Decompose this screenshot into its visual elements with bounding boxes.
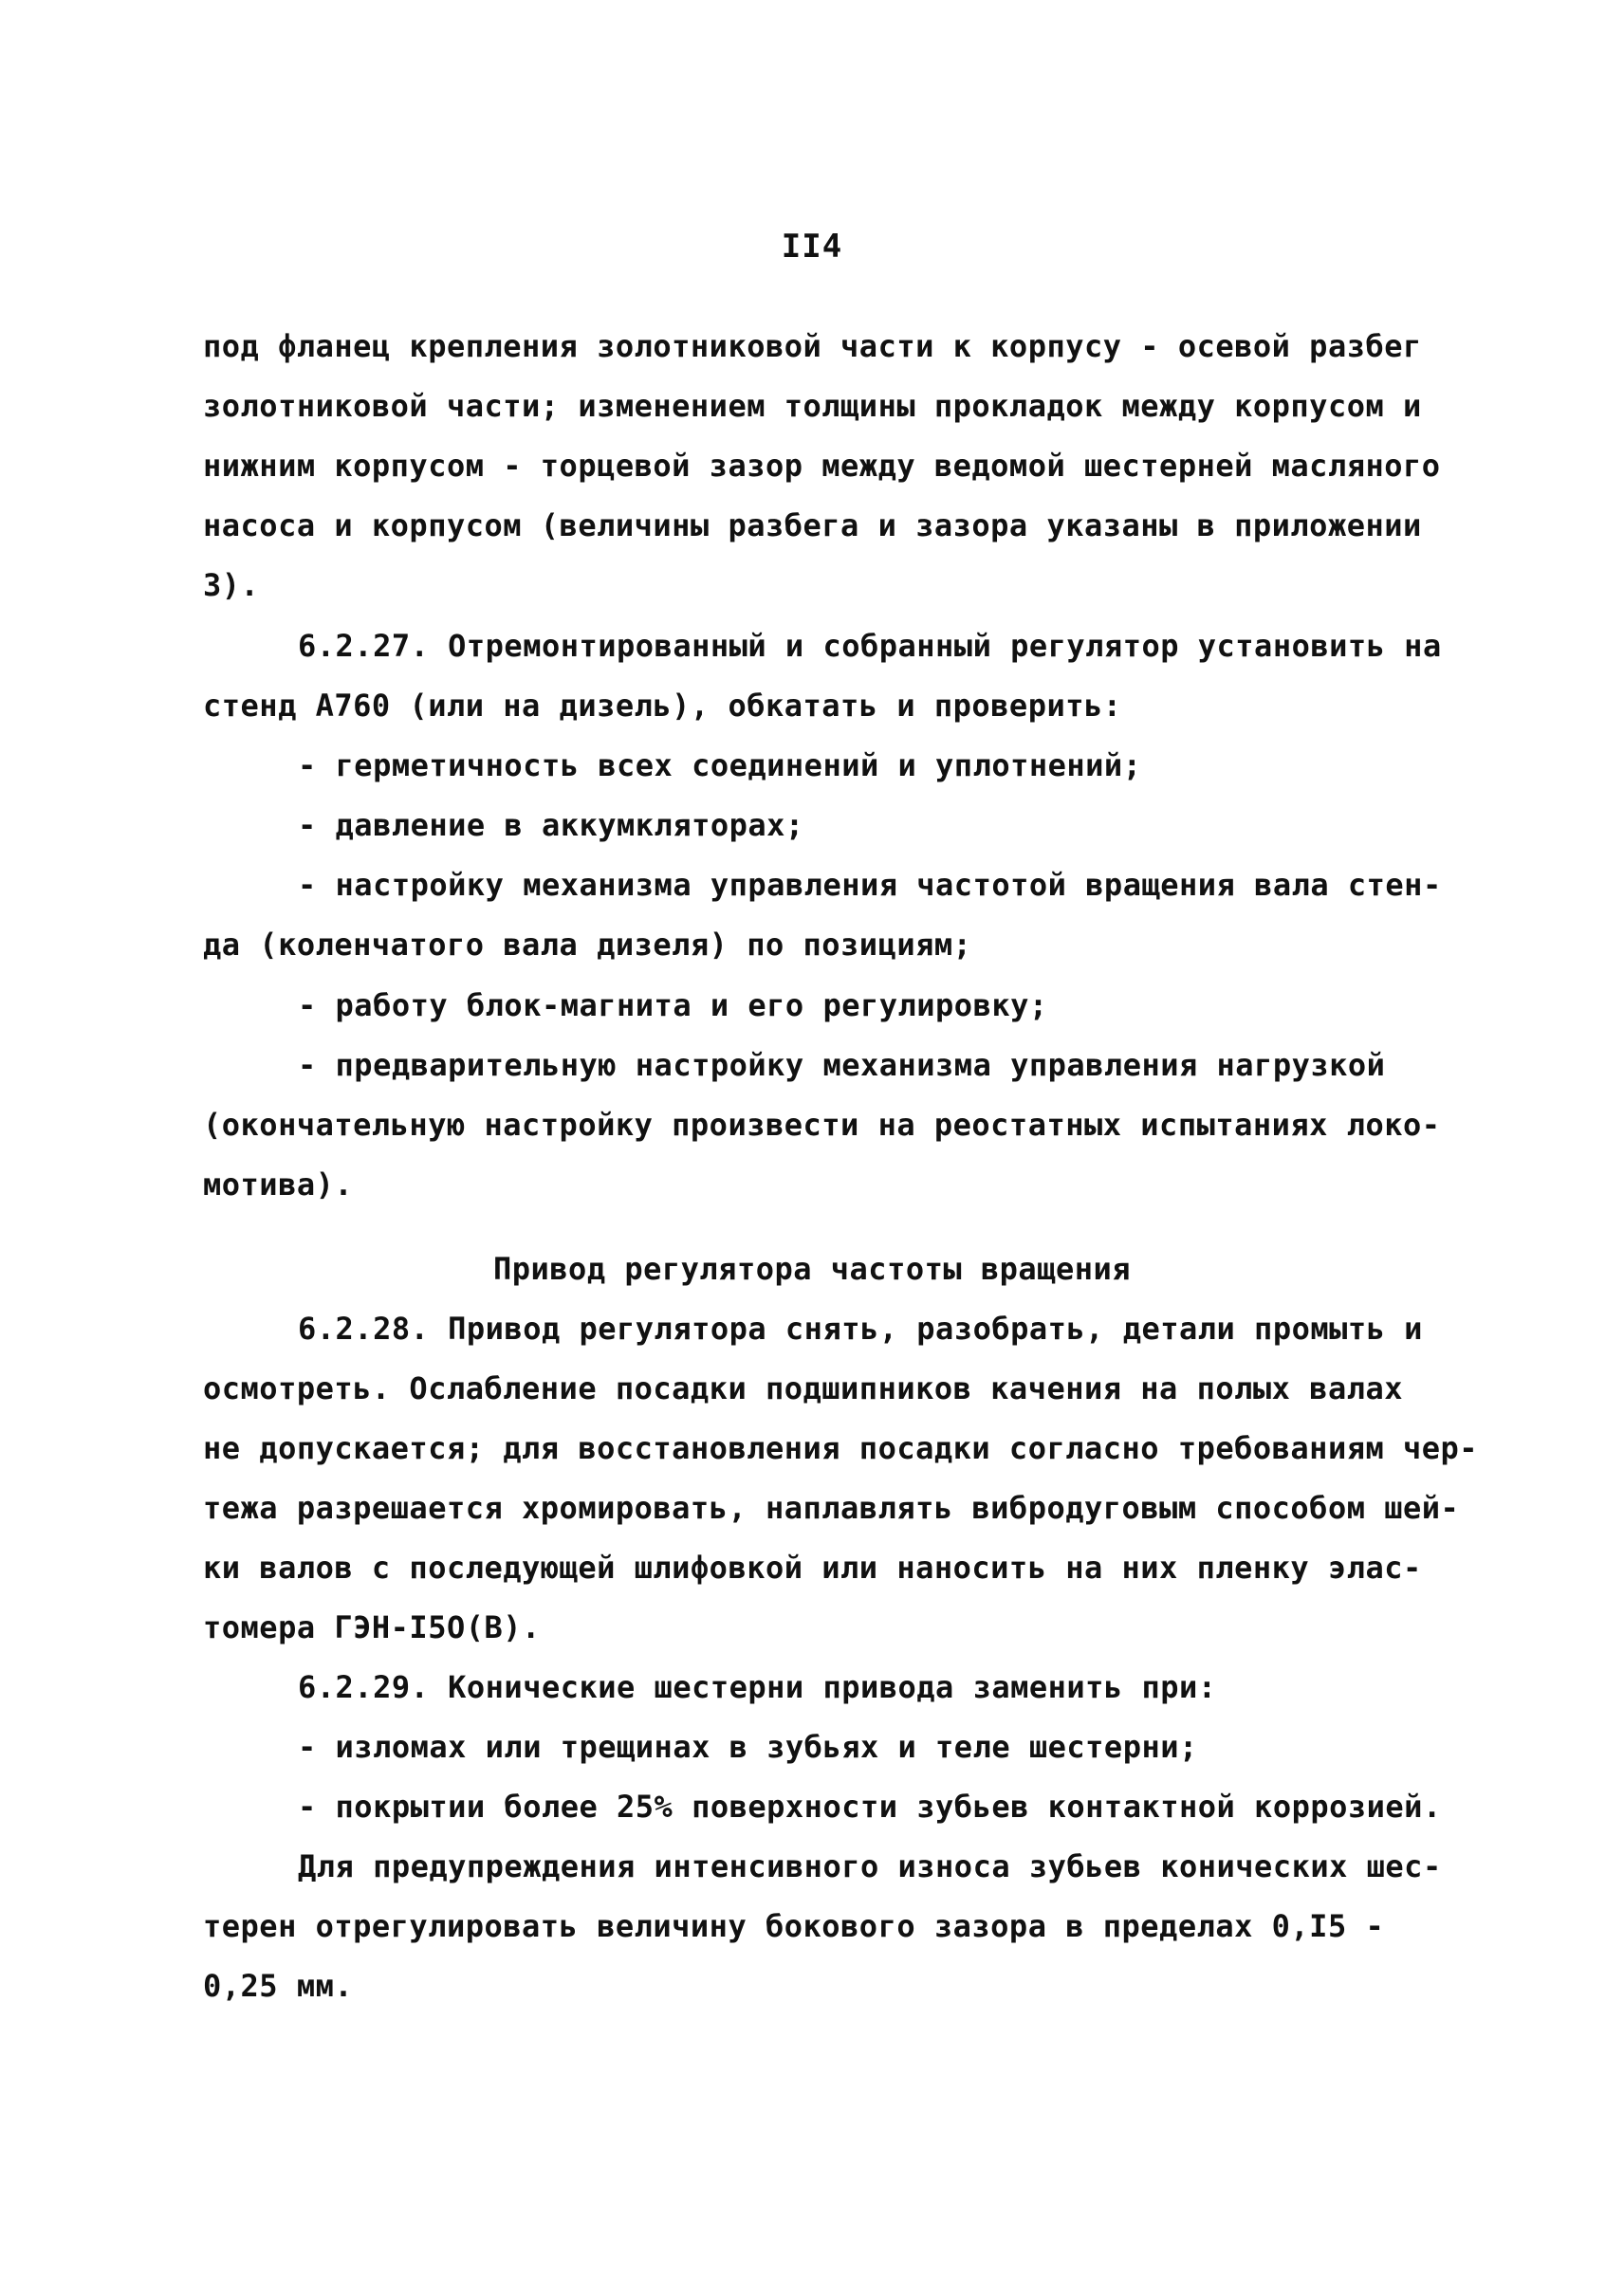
list-item: - настройку механизма управления частотой вращения вала стен- (298, 867, 1442, 903)
text-line: 3). (203, 567, 260, 603)
text-line: насоса и корпусом (величины разбега и зазора указаны в приложении (203, 507, 1422, 543)
text-line: золотниковой части; изменением толщины прокладок между корпусом и (203, 388, 1422, 424)
section-heading: Привод регулятора частоты вращения (492, 1251, 1132, 1287)
paragraph-6-2-29-start: 6.2.29. Конические шестерни привода заменить при: (298, 1669, 1217, 1705)
text-line: нижним корпусом - торцевой зазор между ведомой шестерней масляного (203, 448, 1441, 484)
text-line: мотива). (203, 1166, 354, 1203)
text-line: осмотреть. Ослабление посадки подшипников качения на полых валах (203, 1370, 1403, 1406)
text-line: 0,25 мм. (203, 1968, 354, 2004)
text-line: Для предупреждения интенсивного износа зубьев конических шес- (298, 1848, 1442, 1884)
text-line: (окончательную настройку произвести на реостатных испытаниях локо- (203, 1107, 1441, 1143)
paragraph-6-2-28-start: 6.2.28. Привод регулятора снять, разобрать, детали промыть и (298, 1311, 1423, 1347)
text-line: тежа разрешается хромировать, наплавлять вибродуговым способом шей- (203, 1490, 1460, 1526)
text-line: не допускается; для восстановления посадки согласно требованиям чер- (203, 1430, 1479, 1466)
list-item: - изломах или трещинах в зубьях и теле шестерни; (298, 1729, 1198, 1765)
list-item: - работу блок-магнита и его регулировку; (298, 987, 1048, 1023)
text-line: терен отрегулировать величину бокового зазора в пределах 0,I5 - (203, 1908, 1385, 1944)
list-item: - давление в аккумкляторах; (298, 807, 804, 843)
list-item: - покрытии более 25% поверхности зубьев контактной коррозией. (298, 1789, 1442, 1825)
text-line: стенд А760 (или на дизель), обкатать и проверить: (203, 688, 1122, 724)
text-line: ки валов с последующей шлифовкой или наносить на них пленку элас- (203, 1550, 1422, 1586)
list-item: - предварительную настройку механизма управления нагрузкой (298, 1047, 1386, 1083)
page-number: II4 (781, 228, 843, 266)
text-line: томера ГЭН-I5О(В). (203, 1609, 541, 1645)
list-item: - герметичность всех соединений и уплотнений; (298, 747, 1142, 783)
text-line: под фланец крепления золотниковой части к корпусу - осевой разбег (203, 328, 1422, 364)
paragraph-6-2-27-start: 6.2.27. Отремонтированный и собранный регулятор установить на (298, 628, 1442, 664)
text-line: да (коленчатого вала дизеля) по позициям; (203, 927, 972, 963)
